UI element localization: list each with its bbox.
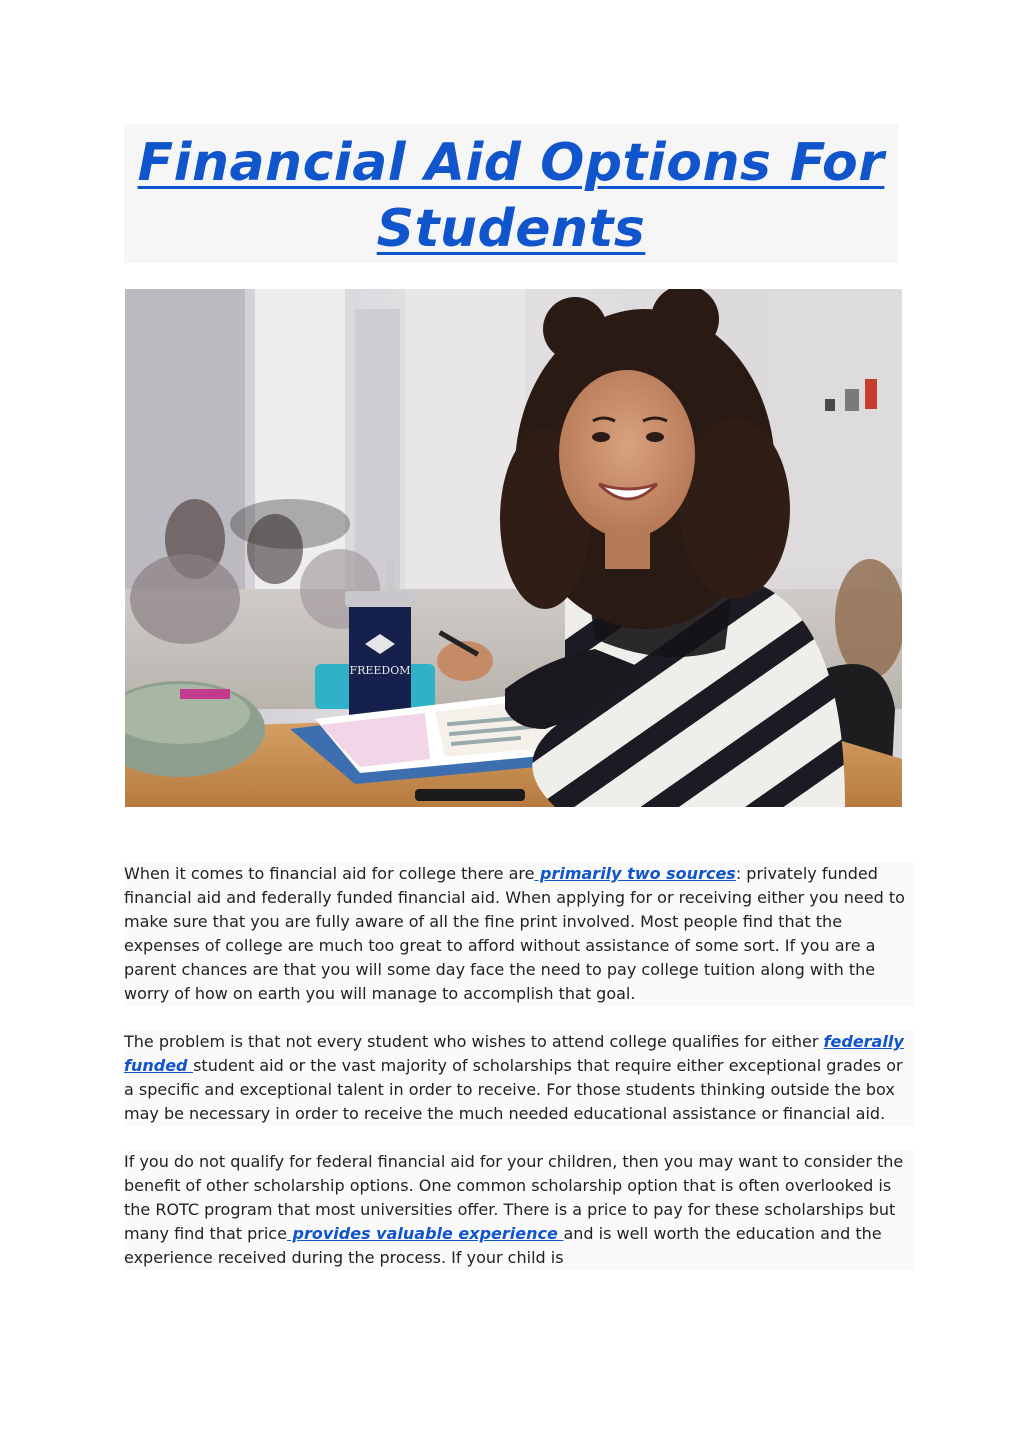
paragraph-2-text-start: The problem is that not every student who wishes to attend college qualifies for either bbox=[124, 1032, 824, 1051]
tumbler-label: FREEDOM bbox=[349, 664, 411, 677]
article-body bbox=[124, 862, 914, 1294]
link-provides-valuable-experience[interactable]: provides valuable experience bbox=[286, 1224, 564, 1243]
paragraph-3-text-end: and is well worth the education and the experience received during the process. If your child is bbox=[124, 1224, 882, 1267]
paragraph-1-text-end: : privately funded financial aid and federally funded financial aid. When applying for or receiving either you need to make sure that you are fully aware of all the fine print involved. Most people find that the expenses of college are much too great to afford without assistance of some sort. If you are a parent chances are that you will some day face the need to pay college tuition along with the worry of how on earth you will manage to accomplish that goal. bbox=[124, 864, 905, 1003]
student-photo bbox=[125, 289, 902, 807]
paragraph-3 bbox=[124, 1150, 914, 1270]
page-title-link[interactable]: Financial Aid Options For Students bbox=[137, 133, 885, 259]
paragraph-1-text-start: When it comes to financial aid for college there are bbox=[124, 864, 535, 883]
link-primarily-two-sources[interactable]: primarily two sources bbox=[534, 864, 736, 883]
student-photo-illustration bbox=[125, 289, 902, 807]
title-box bbox=[124, 124, 898, 263]
paragraph-3-text-start: If you do not qualify for federal financial aid for your children, then you may want to consider the benefit of other scholarship options. One common scholarship option that is often overlooked is the ROTC program that most universities offer. There is a price to pay for these scholarships but many find that price bbox=[124, 1152, 904, 1243]
paragraph-2 bbox=[124, 1030, 914, 1126]
paragraph-2-text-end: student aid or the vast majority of scholarships that require either exceptional grades or a specific and exceptional talent in order to receive. For those students thinking outside the box may be necessary in order to receive the much needed educational assistance or financial aid. bbox=[124, 1056, 903, 1123]
paragraph-1 bbox=[124, 862, 914, 1006]
link-federally-funded[interactable]: federally funded bbox=[124, 1032, 904, 1075]
